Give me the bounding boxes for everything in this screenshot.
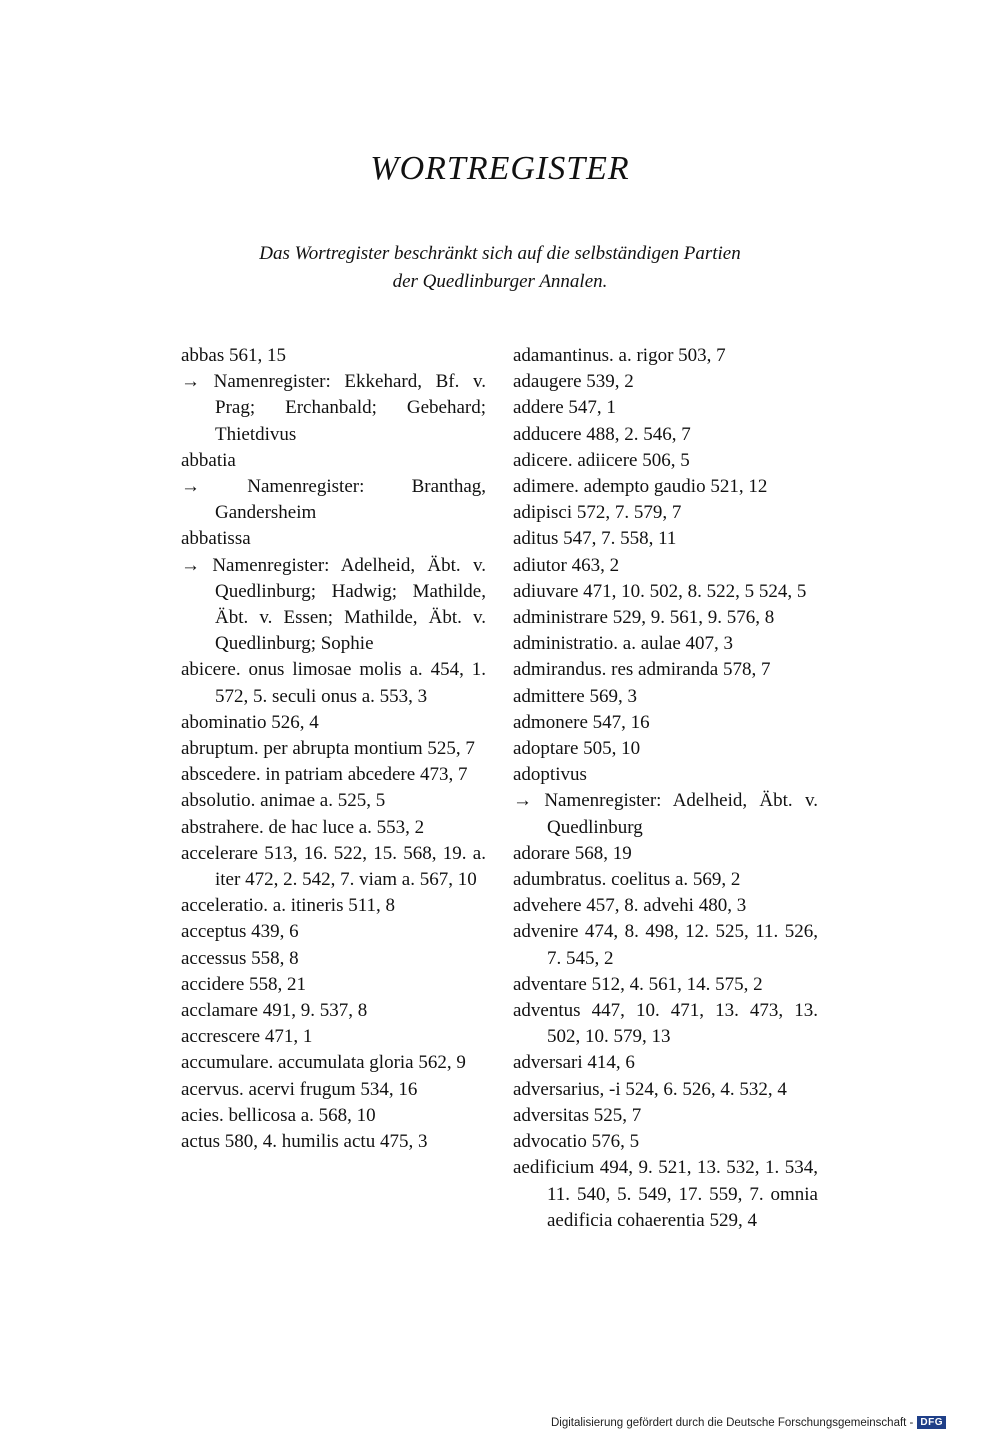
- dfg-logo: DFG: [917, 1416, 946, 1429]
- index-entry: administrare 529, 9. 561, 9. 576, 8: [513, 607, 775, 629]
- index-entry: advehere 457, 8. advehi 480, 3: [513, 895, 747, 917]
- index-entry: adoptare 505, 10: [513, 738, 641, 760]
- index-entry: absolutio. animae a. 525, 5: [181, 790, 386, 812]
- index-entry: abbatissa: [181, 528, 251, 550]
- index-entry: abscedere. in patriam abcedere 473, 7: [181, 764, 468, 786]
- index-entry: accrescere 471, 1: [181, 1026, 313, 1048]
- index-entry: abruptum. per abrupta montium 525, 7: [181, 738, 475, 760]
- credit-text: Digitalisierung gefördert durch die Deutsche Forschungsgemeinschaft -: [550, 1416, 914, 1429]
- index-entry: admittere 569, 3: [513, 685, 637, 707]
- index-entry: aedificium 494, 9. 521, 13. 532, 1. 534, 11. 540, 5. 549, 17. 559, 7. omnia aedificia cohaerentia 529, 4: [513, 1157, 818, 1231]
- index-entry: adiutor 463, 2: [513, 554, 620, 576]
- cross-reference: → Namenregister: Branthag, Gandersheim: [181, 476, 486, 524]
- index-entry: accidere 558, 21: [181, 973, 307, 995]
- index-entry: acceleratio. a. itineris 511, 8: [181, 895, 396, 917]
- index-entry: adducere 488, 2. 546, 7: [513, 423, 691, 445]
- index-entry: abbatia: [181, 449, 236, 471]
- index-entry: adventare 512, 4. 561, 14. 575, 2: [513, 973, 763, 995]
- index-entry: adicere. adiicere 506, 5: [513, 449, 690, 471]
- digitization-credit: [551, 1416, 946, 1429]
- index-entry: advenire 474, 8. 498, 12. 525, 11. 526, 7. 545, 2: [513, 921, 818, 969]
- index-entry: adversari 414, 6: [513, 1052, 635, 1074]
- index-entry: adipisci 572, 7. 579, 7: [513, 502, 682, 524]
- index-entry: acclamare 491, 9. 537, 8: [181, 1000, 368, 1022]
- index-entry: adaugere 539, 2: [513, 371, 634, 393]
- index-entry: adversitas 525, 7: [513, 1104, 642, 1126]
- index-entry: adimere. adempto gaudio 521, 12: [513, 476, 768, 498]
- page-title: WORTREGISTER: [370, 150, 630, 187]
- index-entry: adamantinus. a. rigor 503, 7: [513, 345, 726, 366]
- index-entry: actus 580, 4. humilis actu 475, 3: [181, 1131, 428, 1153]
- index-entry: advocatio 576, 5: [513, 1131, 640, 1153]
- cross-reference: → Namenregister: Ekkehard, Bf. v. Prag; Erchanbald; Gebehard; Thietdivus: [181, 371, 486, 445]
- index-entry: administratio. a. aulae 407, 3: [513, 633, 734, 655]
- index-entry: acies. bellicosa a. 568, 10: [181, 1104, 376, 1126]
- index-column-left: [181, 343, 486, 1155]
- index-entry: adiuvare 471, 10. 502, 8. 522, 5 524, 5: [513, 580, 807, 602]
- index-entry: abstrahere. de hac luce a. 553, 2: [181, 816, 425, 838]
- index-column-right: [513, 343, 818, 1234]
- index-entry: accessus 558, 8: [181, 947, 299, 969]
- index-entry: acervus. acervi frugum 534, 16: [181, 1078, 418, 1100]
- index-entry: adoptivus: [513, 764, 587, 786]
- register-note: [150, 240, 850, 296]
- register-note-line: Das Wortregister beschränkt sich auf die selbständigen Partien: [259, 243, 741, 264]
- index-entry: abbas 561, 15: [181, 345, 287, 366]
- index-entry: acceptus 439, 6: [181, 921, 299, 943]
- index-entry: adventus 447, 10. 471, 13. 473, 13. 502, 10. 579, 13: [513, 1000, 818, 1048]
- cross-reference: → Namenregister: Adelheid, Äbt. v. Quedlinburg: [513, 790, 818, 838]
- index-entry: admirandus. res admiranda 578, 7: [513, 659, 771, 681]
- index-entry: adversarius, -i 524, 6. 526, 4. 532, 4: [513, 1078, 787, 1100]
- cross-reference: → Namenregister: Adelheid, Äbt. v. Quedlinburg; Hadwig; Mathilde, Äbt. v. Essen; Mathilde, Äbt. v. Quedlinburg; Sophie: [181, 554, 486, 655]
- index-entry: accelerare 513, 16. 522, 15. 568, 19. a. iter 472, 2. 542, 7. viam a. 567, 10: [181, 842, 486, 891]
- index-entry: adorare 568, 19: [513, 842, 632, 864]
- index-entry: addere 547, 1: [513, 397, 616, 419]
- index-entry: abominatio 526, 4: [181, 711, 319, 733]
- index-entry: accumulare. accumulata gloria 562, 9: [181, 1052, 466, 1074]
- index-entry: aditus 547, 7. 558, 11: [513, 528, 677, 550]
- index-entry: admonere 547, 16: [513, 711, 650, 733]
- index-entry: abicere. onus limosae molis a. 454, 1. 572, 5. seculi onus a. 553, 3: [181, 659, 486, 707]
- register-note-line: der Quedlinburger Annalen.: [392, 271, 608, 292]
- index-entry: adumbratus. coelitus a. 569, 2: [513, 869, 741, 891]
